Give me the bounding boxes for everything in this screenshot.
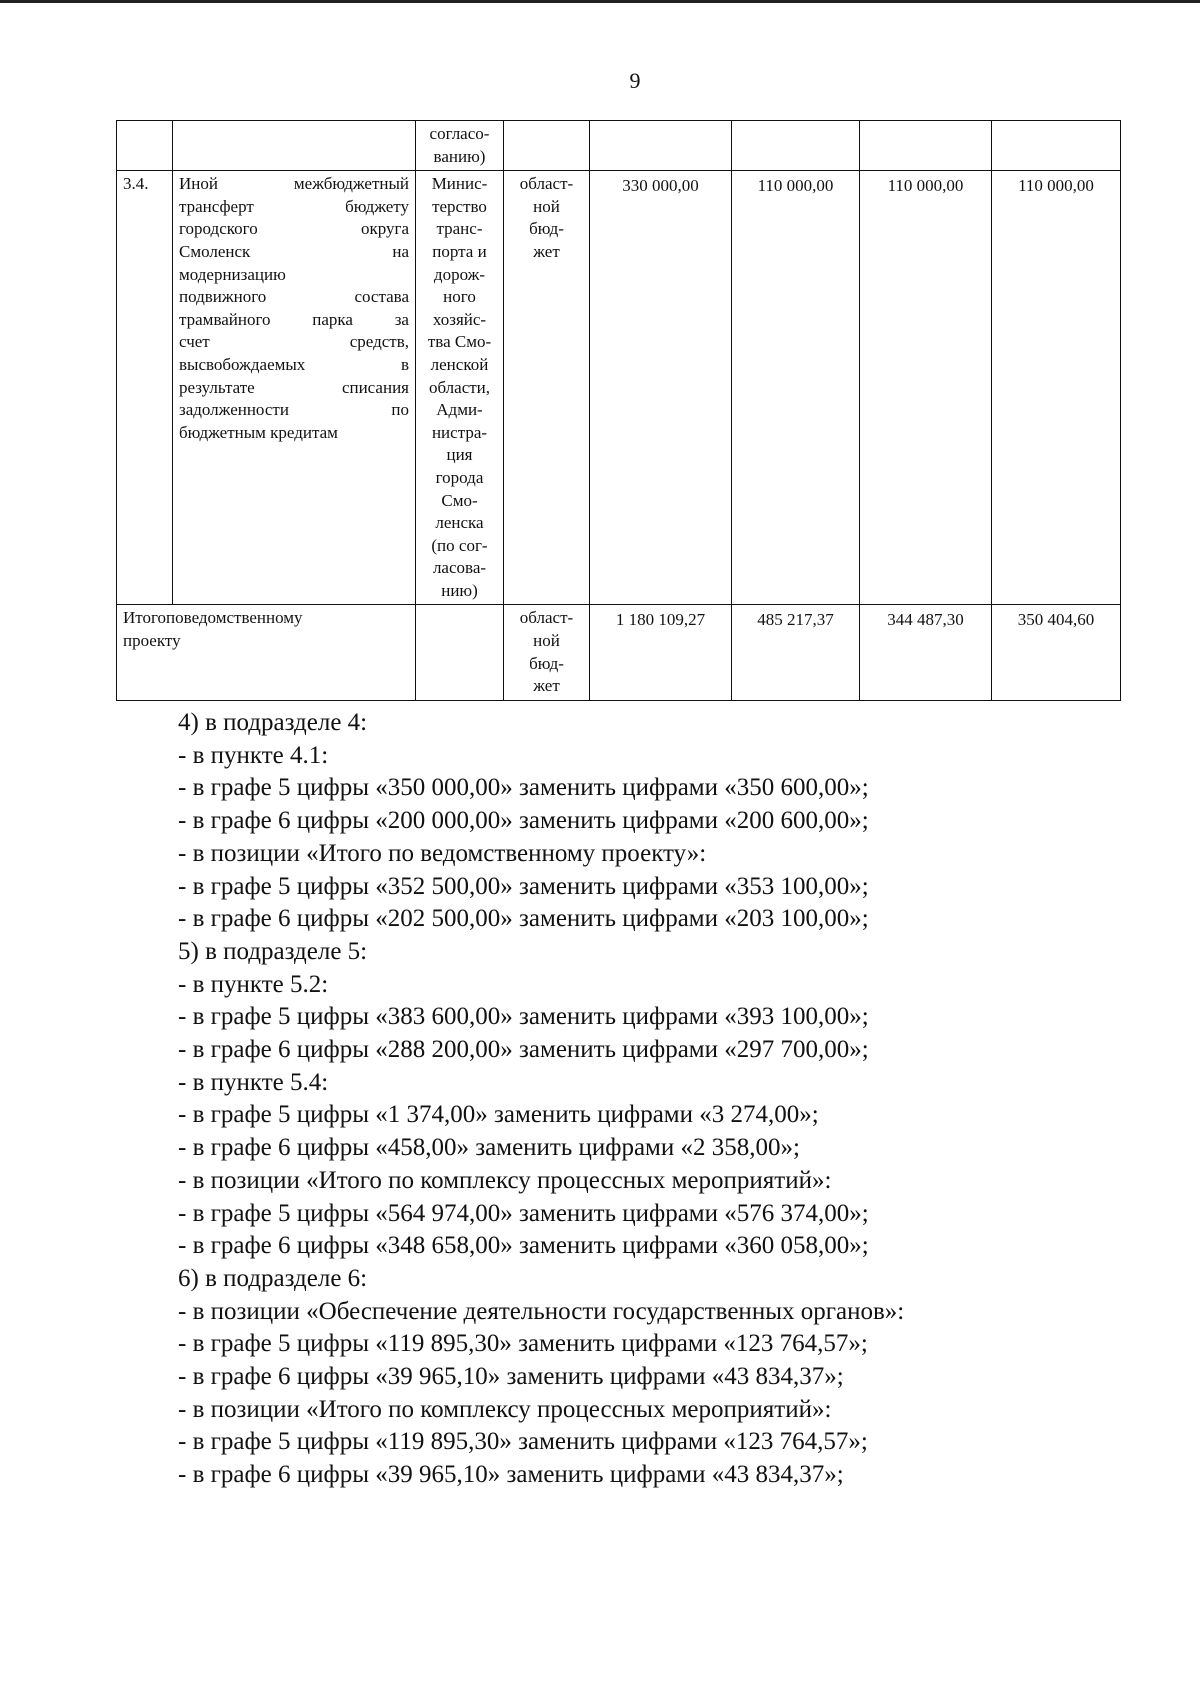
cell-line: терство [432,196,487,216]
cell-year-1: 110 000,00 [732,171,860,605]
cell-line: нистра- [431,422,488,442]
cell-line: бюд- [529,653,564,673]
cell-year-1: 485 217,37 [732,605,860,700]
cell-line: жет [533,676,560,696]
text-line: - в графе 6 цифры «39 965,10» заменить цифрами «43 834,37»; [178,1363,844,1391]
cell-line: Смо- [441,490,478,510]
text-line: - в графе 5 цифры «352 500,00» заменить цифрами «353 100,00»; [178,872,869,900]
cell-line: ной [533,196,560,216]
text-line: - в графе 6 цифры «458,00» заменить цифрами «2 358,00»; [178,1134,800,1162]
text-line: - в графе 5 цифры «383 600,00» заменить цифрами «393 100,00»; [178,1003,869,1031]
text-word: округа [360,219,409,239]
cell-empty [590,121,732,171]
cell-responsible [416,171,504,605]
cell-empty [992,121,1121,171]
text-line: - в графе 6 цифры «39 965,10» заменить цифрами «43 834,37»; [178,1461,844,1489]
cell-line: порта и [432,241,487,261]
text-word: бюджету [345,196,409,216]
text-word: подвижного [179,287,267,307]
cell-year-2: 110 000,00 [860,171,992,605]
cell-empty [504,121,590,171]
cell-line: транс- [436,219,483,239]
text-word: на [392,241,409,261]
text-line [179,173,409,196]
table-row-continuation [117,121,1121,171]
cell-line: област- [519,174,574,194]
text-word: межбюджетный [293,174,409,194]
text-line: - в графе 6 цифры «288 200,00» заменить цифрами «297 700,00»; [178,1036,869,1064]
text-line: - в пункте 4.1: [178,741,329,769]
cell-line: города [435,467,484,487]
text-word: проекту [123,631,181,651]
text-word: Итого [123,608,167,628]
text-line: 5) в подразделе 5: [178,937,368,965]
cell-line: Минис- [431,174,488,194]
text-line: - в графе 6 цифры «202 500,00» заменить цифрами «203 100,00»; [178,905,869,933]
text-word: результате [179,377,255,397]
cell-line: ленска [435,513,484,533]
page-number: 9 [629,68,641,93]
text-line [179,422,409,445]
cell-line: хозяйс- [432,309,487,329]
text-line [179,399,409,422]
text-line [179,218,409,241]
cell-total: 330 000,00 [590,171,732,605]
text-line: - в пункте 5.4: [178,1068,329,1096]
cell-total: 1 180 109,27 [590,605,732,700]
text-line [123,607,303,630]
text-line: - в позиции «Итого по комплексу процессных мероприятий»: [178,1395,832,1423]
table-row-total [117,605,1121,700]
cell-line: (по сог- [431,535,488,555]
text-word: Иной [179,174,218,194]
text-line: - в графе 6 цифры «200 000,00» заменить цифрами «200 600,00»; [178,807,869,835]
cell-funding-source [504,605,590,700]
text-word: Смоленск [179,241,251,261]
cell-empty [173,121,416,171]
text-line: 4) в подразделе 4: [178,709,368,736]
cell-funding-source [504,171,590,605]
cell-line: согласо- [429,124,490,143]
text-word: по [391,400,409,420]
text-word: трамвайного [179,309,271,329]
cell-line: ного [443,287,476,307]
text-word: трансферт [179,196,254,216]
amendment-text [178,707,1078,1492]
cell-line: области, [428,377,491,397]
text-word: за [394,309,409,329]
text-line [179,377,409,400]
cell-line: тва Смо- [427,332,492,352]
cell-item-name [173,171,416,605]
text-line: - в позиции «Итого по комплексу процессных мероприятий»: [178,1166,832,1194]
text-line [179,354,409,377]
text-line: - в позиции «Обеспечение деятельности государственных органов»: [178,1297,905,1325]
cell-empty [732,121,860,171]
text-word: в [400,354,409,374]
text-line: - в графе 5 цифры «350 000,00» заменить цифрами «350 600,00»; [178,774,869,802]
cell-line: Адми- [436,400,483,420]
text-line [123,630,239,653]
cell-line: ленской [430,354,489,374]
cell-empty [860,121,992,171]
text-word: бюджетным кредитам [179,422,338,442]
text-word: счет [179,332,210,352]
cell-year-3: 110 000,00 [992,171,1121,605]
cell-responsible-tail [416,121,504,171]
cell-line: жет [533,241,560,261]
cell-empty [416,605,504,700]
cell-line: дорож- [433,264,486,284]
text-word: ведомственному [183,608,303,628]
cell-item-number: 3.4. [117,171,173,605]
budget-table [116,120,1121,701]
text-word: по [166,608,184,628]
text-line: - в пункте 5.2: [178,970,329,998]
text-line: - в позиции «Итого по ведомственному проекту»: [178,839,707,867]
text-line: - в графе 6 цифры «348 658,00» заменить цифрами «360 058,00»; [178,1232,869,1260]
cell-line: ной [533,631,560,651]
cell-line: ванию) [433,146,486,166]
cell-total-label [117,605,416,700]
page-top-border [0,0,1200,3]
text-line [179,196,409,219]
cell-year-3: 350 404,60 [992,605,1121,700]
cell-line: нию) [441,580,478,600]
text-line [179,264,409,287]
text-word: высвобождаемых [179,354,306,374]
text-word: списания [341,377,409,397]
text-line [179,241,409,264]
text-word: задолженности [179,400,289,420]
cell-line: ция [446,445,473,465]
cell-line: бюд- [529,219,564,239]
text-line: - в графе 5 цифры «564 974,00» заменить цифрами «576 374,00»; [178,1199,869,1227]
cell-line: област- [519,608,574,628]
text-line [179,286,409,309]
text-line [179,309,409,332]
cell-empty [117,121,173,171]
text-word: модернизацию [179,264,286,284]
text-line [179,331,409,354]
text-word: состава [354,287,409,307]
text-word: парка [312,309,353,329]
cell-line: ласова- [432,558,487,578]
cell-year-2: 344 487,30 [860,605,992,700]
text-line: - в графе 5 цифры «119 895,30» заменить цифрами «123 764,57»; [178,1330,868,1358]
text-word: средств, [349,332,409,352]
text-line: 6) в подразделе 6: [178,1264,368,1292]
text-line: - в графе 5 цифры «119 895,30» заменить цифрами «123 764,57»; [178,1428,868,1456]
table-row-3-4 [117,171,1121,605]
text-line: - в графе 5 цифры «1 374,00» заменить цифрами «3 274,00»; [178,1101,819,1129]
text-word: городского [179,219,258,239]
